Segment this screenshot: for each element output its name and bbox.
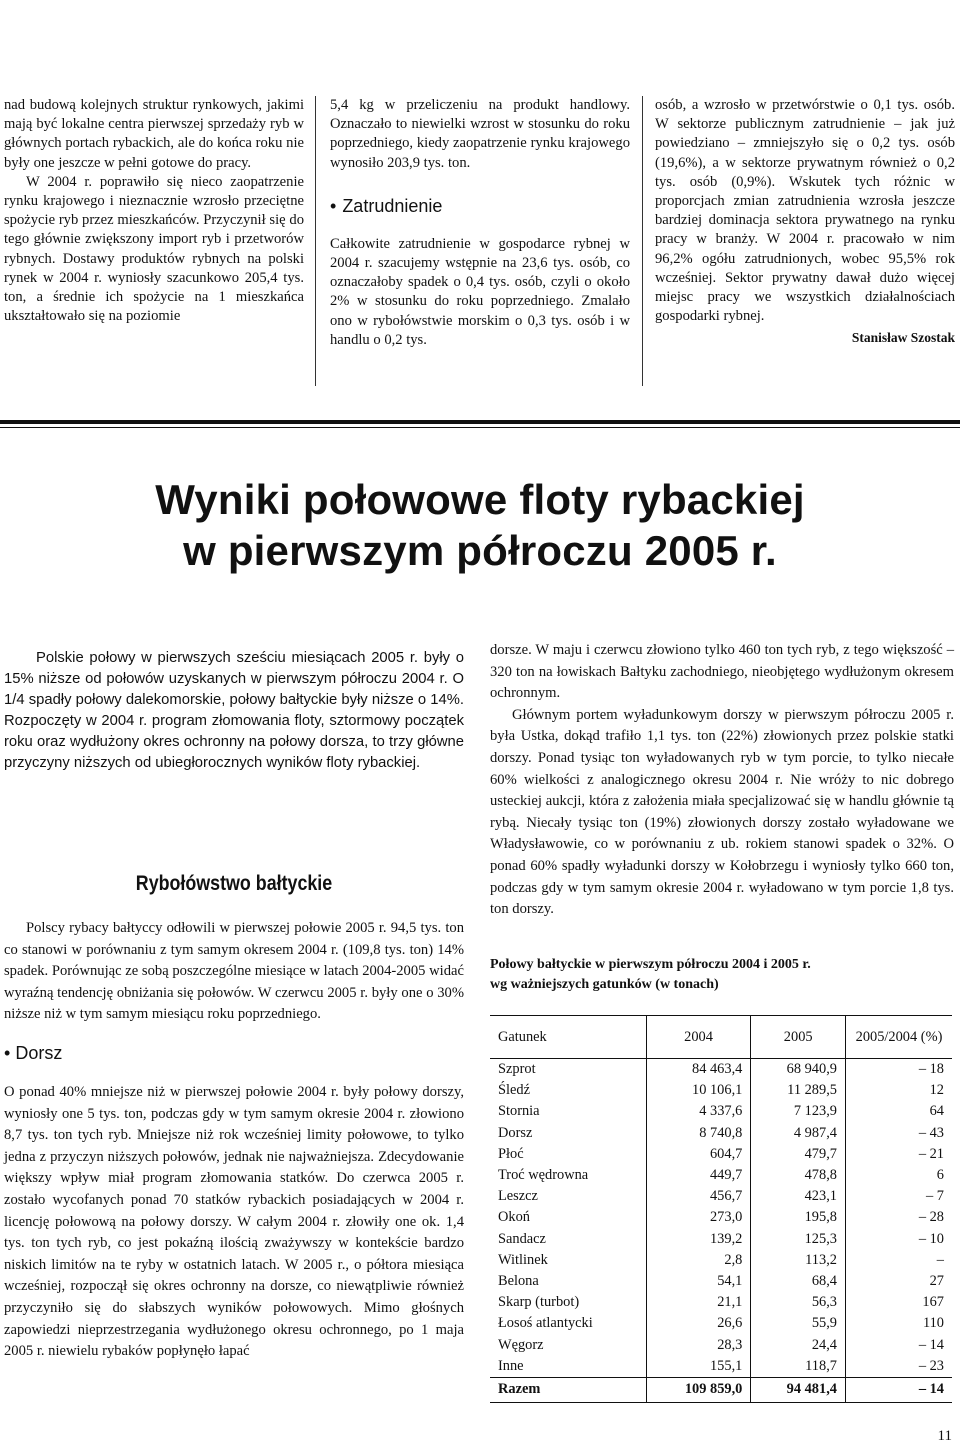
total-2005: 94 481,4 <box>751 1377 846 1402</box>
value-2005-cell: 68 940,9 <box>751 1059 846 1081</box>
top-col2-paragraph-1: 5,4 kg w przeliczeniu na produkt handlowy. Oznaczało to niewielki wzrost w stosunku do roku poprzedniego, kiedy zaopatrzenie rynku krajowego wynosiło 203,9 tys. ton. <box>330 97 630 171</box>
species-cell: Węgorz <box>498 1336 544 1353</box>
table-row <box>490 1186 952 1207</box>
top-col1-paragraph-1: nad budową kolejnych struktur rynkowych, jakimi mają być lokalne centra pierwszej sprzedaży ryb w głównych portach rybackich, ale do końca roku nie były one jeszcze w pełni gotowe do pracy. <box>4 97 304 171</box>
species-cell: Witlinek <box>498 1251 548 1268</box>
table-row <box>490 1123 952 1144</box>
top-column-3 <box>655 96 955 348</box>
section-rule-thick <box>0 420 960 424</box>
table-title <box>490 955 954 995</box>
value-2005-cell: 113,2 <box>751 1250 846 1271</box>
total-ratio: – 14 <box>846 1377 953 1402</box>
ratio-cell: – 21 <box>846 1144 953 1165</box>
value-2005-cell: 125,3 <box>751 1229 846 1250</box>
table-title-line-2: wg ważniejszych gatunków (w tonach) <box>490 977 719 992</box>
value-2004-cell: 28,3 <box>646 1334 751 1355</box>
employment-heading <box>330 195 630 217</box>
ratio-cell: – 23 <box>846 1356 953 1378</box>
ratio-cell: – 28 <box>846 1207 953 1228</box>
author-signature: Stanisław Szostak <box>851 330 955 346</box>
header-species: Gatunek <box>498 1029 547 1045</box>
species-cell: Skarp (turbot) <box>498 1294 580 1311</box>
table-row <box>490 1165 952 1186</box>
dorsz-heading-text: Dorsz <box>15 1042 63 1063</box>
ratio-cell: – 7 <box>846 1186 953 1207</box>
column-divider-2 <box>642 96 643 386</box>
table-row <box>490 1080 952 1101</box>
total-2004: 109 859,0 <box>646 1377 751 1402</box>
table-title-line-1: Połowy bałtyckie w pierwszym półroczu 2004 i 2005 r. <box>490 957 811 972</box>
lead-paragraph <box>4 648 464 774</box>
species-cell: Stornia <box>498 1103 540 1120</box>
ratio-cell: 167 <box>846 1292 953 1313</box>
ratio-cell: 6 <box>846 1165 953 1186</box>
species-cell: Śledź <box>498 1082 530 1099</box>
baltic-paragraph: Polscy rybacy bałtyccy odłowili w pierwszej połowie 2005 r. 94,5 tys. ton co stanowi w porównaniu z tym samym okresem 2004 r. (109,8 tys. ton) 14% spadek. Porównując ze sobą poszczególne miesiące w latach 2004-2005 widać wyraźną tendencję obniżania się połowów. W czerwcu 2005 r. były one o 30% niższe niż w tym samym miesiącu roku poprzedniego. <box>4 920 464 1023</box>
header-ratio: 2005/2004 (%) <box>846 1016 953 1059</box>
dorsz-heading <box>4 1042 464 1064</box>
lower-right-column <box>490 640 954 921</box>
baltic-catch-table <box>490 1015 952 1403</box>
value-2005-cell: 55,9 <box>751 1313 846 1334</box>
table-header-row <box>490 1016 952 1059</box>
ratio-cell: 12 <box>846 1080 953 1101</box>
value-2004-cell: 273,0 <box>646 1207 751 1228</box>
value-2005-cell: 68,4 <box>751 1271 846 1292</box>
table-row <box>490 1292 952 1313</box>
species-cell: Łosoś atlantycki <box>498 1315 593 1332</box>
bullet-icon: • <box>4 1042 11 1063</box>
top-col1-paragraph-2: W 2004 r. poprawiło się nieco zaopatrzenie rynku krajowego i nieznacznie wzrosło przeciętne spożycie ryb przez mieszkańców. Przyczynił się do tego głównie zwiększony import ryb i przetworów rybnych. Dostawy produktów rybnych na polski rynek w 2004 r. wyniosły szacunkowo 205,4 tys. ton, a średnie ich spożycie na 1 mieszkańca ukształtowało się na poziomie <box>4 173 304 325</box>
top-col3-paragraph: osób, a wzrosło w przetwórstwie o 0,1 tys. osób. W sektorze publicznym zatrudnienie – jak już powiedziano – zmniejszyło się o 0,2 tys. osób (19,6%), a w sektorze prywatnym również o 0,2 tys. osób (0,9%). Wskutek tych różnic w proporcjach zmian zatrudnienia wzrosła jeszcze bardziej dominacja sektora prywatnego na rynku pracy w branży. W 2004 r. pracowało w nim 96,2% ogółu zatrudnionych, wobec 95,5% rok wcześniej. Sektor prywatny dawał dużo więcej miejsc pracy we wszystkich działalnościach gospodarki rybnej. <box>655 97 955 325</box>
lead-text: Polskie połowy w pierwszych sześciu miesiącach 2005 r. były o 15% niższe od połowów uzyskanych w pierwszym półroczu 2004 r. O 1/4 spadły połowy dalekomorskie, połowy bałtyckie były niższe o 14%. Rozpoczęty w 2004 r. program złomowania floty, sztormowy początek roku oraz wydłużony okres ochronny na połowy dorsza, to trzy główne przyczyny niższych od ubiegłorocznych wyników floty rybackiej. <box>4 650 464 771</box>
table-row <box>490 1334 952 1355</box>
value-2005-cell: 24,4 <box>751 1334 846 1355</box>
ratio-cell: – <box>846 1250 953 1271</box>
table-row <box>490 1271 952 1292</box>
value-2004-cell: 604,7 <box>646 1144 751 1165</box>
species-cell: Inne <box>498 1357 524 1374</box>
column-divider-1 <box>315 96 316 386</box>
total-label: Razem <box>498 1381 541 1398</box>
ratio-cell: – 10 <box>846 1229 953 1250</box>
section-rule-thin <box>0 427 960 428</box>
species-cell: Szprot <box>498 1061 536 1078</box>
baltic-subheading: Rybołówstwo bałtyckie <box>135 872 333 895</box>
species-cell: Sandacz <box>498 1230 546 1247</box>
value-2005-cell: 478,8 <box>751 1165 846 1186</box>
header-2004: 2004 <box>646 1016 751 1059</box>
value-2004-cell: 449,7 <box>646 1165 751 1186</box>
value-2005-cell: 118,7 <box>751 1356 846 1378</box>
species-cell: Okoń <box>498 1209 530 1226</box>
value-2004-cell: 21,1 <box>646 1292 751 1313</box>
value-2004-cell: 10 106,1 <box>646 1080 751 1101</box>
value-2005-cell: 11 289,5 <box>751 1080 846 1101</box>
lower-left-column <box>4 918 464 1363</box>
ratio-cell: 110 <box>846 1313 953 1334</box>
page-number: 11 <box>937 1428 952 1444</box>
value-2004-cell: 155,1 <box>646 1356 751 1378</box>
bullet-icon: • <box>330 195 337 216</box>
value-2004-cell: 26,6 <box>646 1313 751 1334</box>
value-2005-cell: 423,1 <box>751 1186 846 1207</box>
table-row <box>490 1313 952 1334</box>
table-row <box>490 1144 952 1165</box>
value-2005-cell: 195,8 <box>751 1207 846 1228</box>
species-cell: Leszcz <box>498 1188 538 1205</box>
top-col2-paragraph-2: Całkowite zatrudnienie w gospodarce rybnej w 2004 r. szacujemy wstępnie na 23,6 tys. osób, co oznaczałoby spadek o 0,4 tys. osób, czyli o około 2% w stosunku do roku poprzedniego. Zmalało ono w rybołówstwie morskim o 0,3 tys. osób i w handlu o 0,2 tys. <box>330 235 630 348</box>
employment-heading-text: Zatrudnienie <box>342 195 443 216</box>
species-cell: Belona <box>498 1272 539 1289</box>
table-row <box>490 1250 952 1271</box>
right-paragraph-1: dorsze. W maju i czerwcu złowiono tylko 460 ton tych ryb, z tego większość – 320 ton na łowiskach Bałtyku zachodniego, nieobjętego wydłużonym okresem ochronnym. <box>490 642 954 702</box>
table-total-row <box>490 1377 952 1402</box>
table-row <box>490 1101 952 1122</box>
table-row <box>490 1229 952 1250</box>
table-row <box>490 1059 952 1081</box>
value-2004-cell: 84 463,4 <box>646 1059 751 1081</box>
header-2005: 2005 <box>751 1016 846 1059</box>
article-title <box>0 474 960 576</box>
value-2004-cell: 4 337,6 <box>646 1101 751 1122</box>
table-row <box>490 1207 952 1228</box>
top-column-2 <box>330 96 630 350</box>
value-2004-cell: 2,8 <box>646 1250 751 1271</box>
value-2005-cell: 7 123,9 <box>751 1101 846 1122</box>
ratio-cell: – 18 <box>846 1059 953 1081</box>
right-paragraph-2: Głównym portem wyładunkowym dorszy w pierwszym półroczu 2005 r. była Ustka, dokąd trafiło 1,1 tys. ton (22%) złowionych przez polskie statki dorszy. Ponad tysiąc ton wyładowanych ryb w tym porcie, to tylko niecałe 60% wielkości z analogicznego okresu 2004 r. Nie wróży to nic dobrego usteckiej aukcji, która z założenia miała specjalizować się w handlu głównie tą rybą. Niecały tysiąc ton (19%) złowionych dorszy zostało wyładowane we Władysławowie, co w porównaniu z ub. rokiem stanowi spadek o 32%. O ponad 60% spadły wyładunki dorszy w Kołobrzegu i wyniosły tylko 660 ton, podczas gdy w tym samym okresie 2004 r. wyładowano w tym porcie 1,8 tys. ton dorszy. <box>490 706 954 918</box>
ratio-cell: – 43 <box>846 1123 953 1144</box>
species-cell: Dorsz <box>498 1124 533 1141</box>
species-cell: Troć wędrowna <box>498 1167 589 1184</box>
article-title-line-1: Wyniki połowowe floty rybackiej <box>155 476 805 523</box>
article-title-line-2: w pierwszym półroczu 2005 r. <box>183 527 777 574</box>
dorsz-paragraph: O ponad 40% mniejsze niż w pierwszej połowie 2004 r. były połowy dorszy, wyniosły one 5 tys. ton, podczas gdy w tym samym okresie 2004 r. złowiono 8,7 tys. ton tych ryb. Mniejsze niż rok wcześniej limity połowowe, to tylko jedna z przyczyn niższych połowów, jednak nie najważniejsza. Zdecydowanie większy wpływ miał program złomowania statków. Do czerwca 2005 r. zostało wycofanych ponad 70 statków rybackich posiadających w 2004 r. licencję połowową na połowy dorszy. W całym 2004 r. złowiły one ok. 1,4 tys. ton tych ryb, co jest pokaźną ilością zważywszy w kontekście bardzo niskich limitów na te ryby w ostatnich latach. W 2005 r., o półtora miesiąca wcześniej, rozpoczął się okres ochronny na dorsze, co niewątpliwie również przyczyniło się do słabszych wyników połowowych. Mimo głośnych zapowiedzi nieprzestrzegania wydłużonego okresu ochronnego, po 1 maja 2005 r. niewielu rybaków popłynęło łapać <box>4 1083 464 1360</box>
ratio-cell: – 14 <box>846 1334 953 1355</box>
value-2005-cell: 4 987,4 <box>751 1123 846 1144</box>
ratio-cell: 27 <box>846 1271 953 1292</box>
value-2004-cell: 8 740,8 <box>646 1123 751 1144</box>
table-row <box>490 1356 952 1378</box>
value-2005-cell: 479,7 <box>751 1144 846 1165</box>
species-cell: Płoć <box>498 1145 524 1162</box>
value-2004-cell: 139,2 <box>646 1229 751 1250</box>
ratio-cell: 64 <box>846 1101 953 1122</box>
top-column-1 <box>4 96 304 326</box>
value-2004-cell: 54,1 <box>646 1271 751 1292</box>
value-2005-cell: 56,3 <box>751 1292 846 1313</box>
value-2004-cell: 456,7 <box>646 1186 751 1207</box>
